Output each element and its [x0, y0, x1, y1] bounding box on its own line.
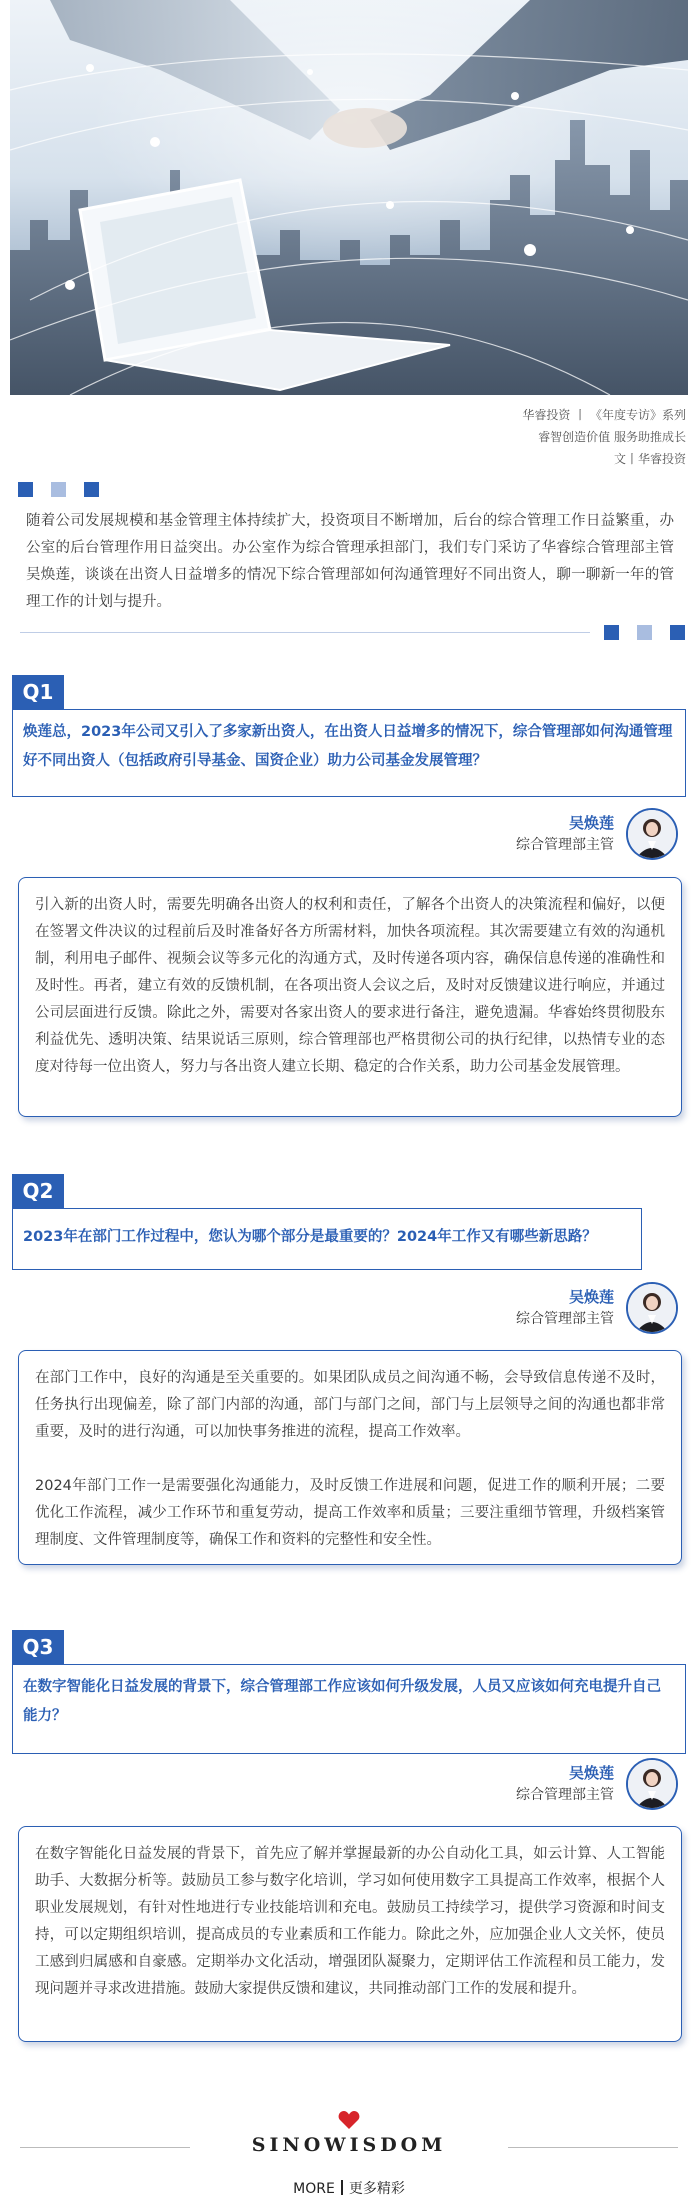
answer-box-q1	[18, 877, 682, 1117]
decor-square	[670, 625, 685, 640]
decor-square	[84, 482, 99, 497]
decor-square	[51, 482, 66, 497]
interviewee-title: 综合管理部主管	[516, 1787, 614, 1803]
answer-paragraph: 引入新的出资人时，需要先明确各出资人的权利和责任，了解各个出资人的决策流程和偏好，以便在签署文件决议的过程前后及时准备好各方所需材料，加快各项流程。其次需要建立有效的沟通机制，利用电子邮件、视频会议等多元化的沟通方式，及时传递各项内容，确保信息传递的准确性和及时性。再者，建立有效的反馈机制，在各项出资人会议之后，及时对反馈建议进行响应，并通过公司层面进行反馈。除此之外，需要对各家出资人的要求进行备注，避免遗漏。华睿始终贯彻股东利益优先、透明决策、结果说话三原则，综合管理部也严格贯彻公司的执行纪律，以热情专业的态度对待每一位出资人，努力与各出资人建立长期、稳定的合作关系，助力公司基金发展管理。	[35, 897, 665, 1075]
more-link[interactable]	[0, 2178, 698, 2198]
question-tag-q2: Q2	[12, 1174, 64, 1208]
more-label: MORE	[293, 2181, 335, 2197]
answer-paragraph: 在数字智能化日益发展的背景下，首先应了解并掌握最新的办公自动化工具，如云计算、人工智能助手、大数据分析等。鼓励员工参与数字化培训，学习如何使用数字工具提高工作效率，根据个人职业发展规划，有针对性地进行专业技能培训和充电。鼓励员工持续学习，提供学习资源和时间支持，可以定期组织培训，提高成员的专业素质和工作能力。除此之外，应加强企业人文关怀，使员工感到归属感和自豪感。定期举办文化活动，增强团队凝聚力，定期评估工作流程和员工能力，发现问题并寻求改进措施。鼓励大家提供反馈和建议，共同推动部门工作的发展和提升。	[35, 1846, 665, 1997]
decor-squares-top	[18, 482, 99, 497]
question-tag-q3: Q3	[12, 1630, 64, 1664]
hero-image	[10, 0, 688, 395]
interviewee-q1	[516, 808, 678, 860]
interviewee-q3	[516, 1758, 678, 1810]
answer-paragraph: 2024年部门工作一是需要强化沟通能力，及时反馈工作进展和问题，促进工作的顺利开展；二要优化工作流程，减少工作环节和重复劳动，提高工作效率和质量；三要注重细节管理，升级档案管理制度、文件管理制度等，确保工作和资料的完整性和安全性。	[35, 1478, 665, 1548]
decor-square	[18, 482, 33, 497]
more-text: 更多精彩	[348, 2181, 405, 2197]
more-separator	[341, 2180, 343, 2195]
interviewee-q2	[516, 1282, 678, 1334]
series-caption: 华睿投资 丨 《年度专访》系列	[522, 408, 686, 422]
decor-squares-bottom	[604, 625, 685, 640]
decor-square	[637, 625, 652, 640]
brand-name: SINOWISDOM	[251, 2134, 447, 2156]
intro-divider	[20, 632, 590, 633]
hero-illustration	[10, 0, 688, 395]
interviewee-name: 吴焕莲	[568, 1288, 614, 1306]
question-box-q3: 在数字智能化日益发展的背景下，综合管理部工作应该如何升级发展，人员又应该如何充电提升自己能力？	[12, 1664, 686, 1754]
slogan-caption: 睿智创造价值 服务助推成长	[538, 430, 686, 444]
intro-paragraph: 随着公司发展规模和基金管理主体持续扩大，投资项目不断增加，后台的综合管理工作日益繁重，办公室的后台管理作用日益突出。办公室作为综合管理承担部门，我们专门采访了华睿综合管理部主管吴焕莲，谈谈在出资人日益增多的情况下综合管理部如何沟通管理好不同出资人，聊一聊新一年的管理工作的计划与提升。	[26, 513, 674, 610]
question-box-q1: 焕莲总，2023年公司又引入了多家新出资人，在出资人日益增多的情况下，综合管理部如何沟通管理好不同出资人（包括政府引导基金、国资企业）助力公司基金发展管理？	[12, 709, 686, 797]
answer-box-q3	[18, 1826, 682, 2042]
interviewee-title: 综合管理部主管	[516, 837, 614, 853]
avatar	[626, 1758, 678, 1810]
heart-icon	[338, 2110, 360, 2130]
answer-box-q2	[18, 1350, 682, 1565]
avatar	[626, 808, 678, 860]
avatar	[626, 1282, 678, 1334]
author-caption: 文丨华睿投资	[613, 452, 686, 466]
interviewee-title: 综合管理部主管	[516, 1311, 614, 1327]
interviewee-name: 吴焕莲	[568, 1764, 614, 1782]
decor-square	[604, 625, 619, 640]
answer-paragraph: 在部门工作中，良好的沟通是至关重要的。如果团队成员之间沟通不畅，会导致信息传递不及时，任务执行出现偏差，除了部门内部的沟通，部门与部门之间，部门与上层领导之间的沟通也都非常重要，及时的进行沟通，可以加快事务推进的流程，提高工作效率。	[35, 1370, 665, 1440]
question-box-q2: 2023年在部门工作过程中，您认为哪个部分是最重要的？2024年工作又有哪些新思路？	[12, 1208, 642, 1270]
question-tag-q1: Q1	[12, 675, 64, 709]
interviewee-name: 吴焕莲	[568, 814, 614, 832]
